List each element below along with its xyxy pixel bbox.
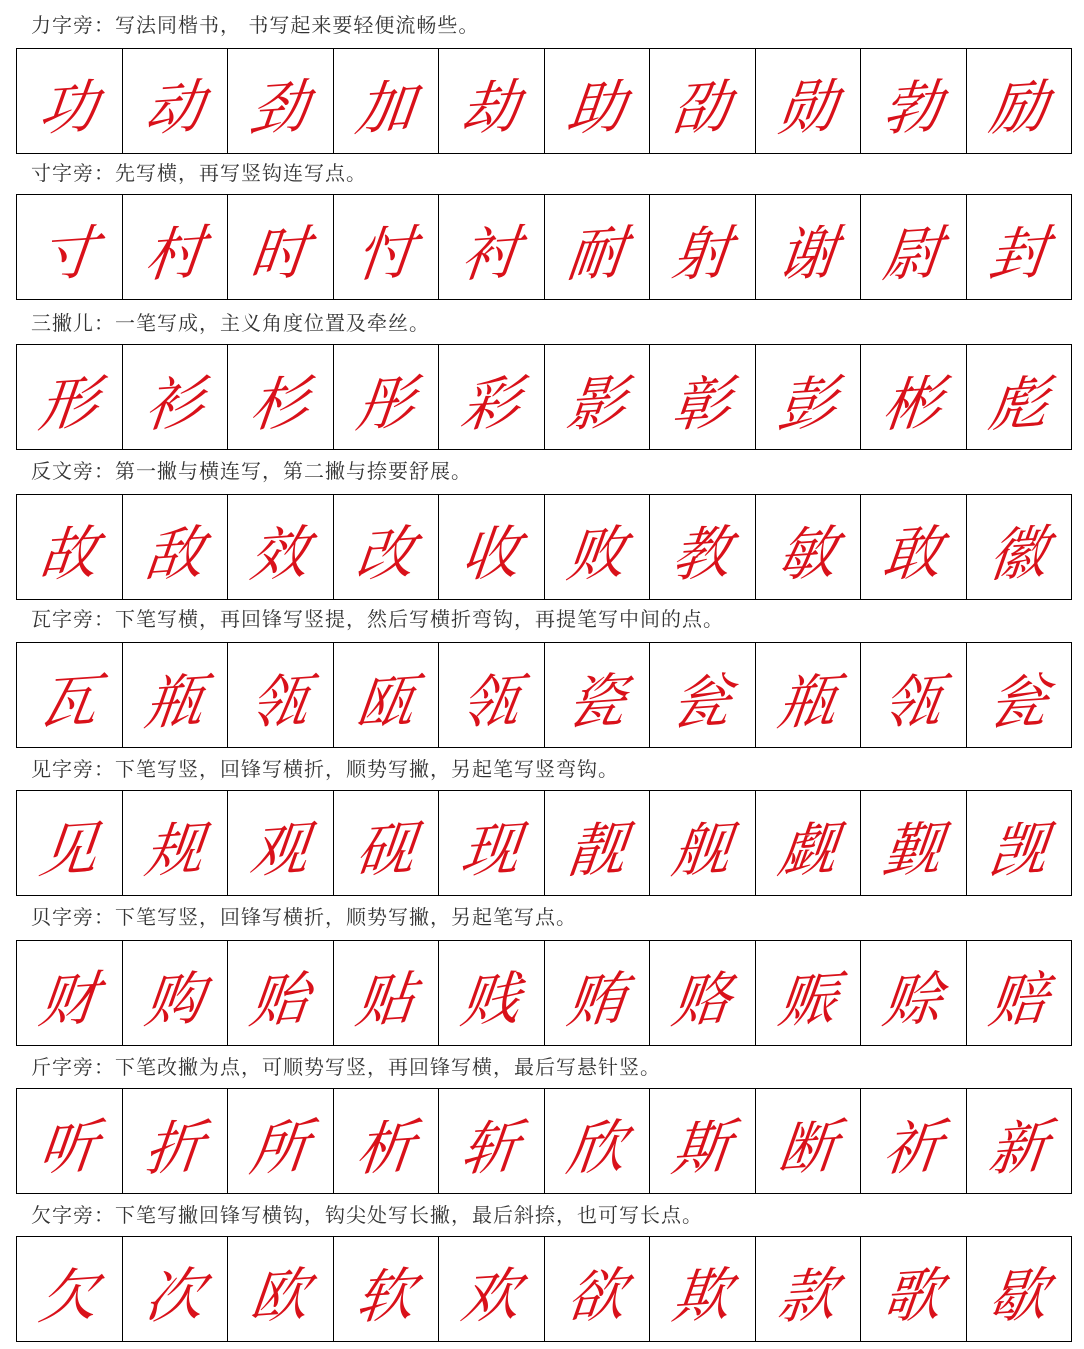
character-cell: [439, 195, 545, 299]
section-caption: 三撇儿：一笔写成，主义角度位置及牵丝。: [31, 311, 430, 335]
character: 斯: [668, 1112, 735, 1184]
character-cell: [861, 495, 967, 599]
character-cell: [545, 941, 651, 1045]
character-cell: [439, 941, 545, 1045]
character-cell: [861, 195, 967, 299]
character-grid: [16, 940, 1072, 1046]
character-cell: [861, 345, 967, 449]
character-cell: [123, 49, 229, 153]
character-cell: [334, 643, 440, 747]
character: 杉: [246, 368, 313, 440]
character-cell: [650, 1237, 756, 1341]
character-cell: [650, 643, 756, 747]
character: 寸: [35, 218, 102, 290]
character-cell: [756, 791, 862, 895]
character: 贴: [352, 964, 419, 1036]
character-cell: [123, 1089, 229, 1193]
character: 改: [352, 518, 419, 590]
character-cell: [439, 345, 545, 449]
character-cell: [334, 1237, 440, 1341]
character: 勃: [879, 72, 946, 144]
character: 村: [141, 218, 208, 290]
character: 觑: [774, 814, 841, 886]
character: 彩: [457, 368, 524, 440]
character: 功: [35, 72, 102, 144]
character-cell: [334, 941, 440, 1045]
character-cell: [439, 1089, 545, 1193]
character: 欲: [563, 1260, 630, 1332]
character-cell: [228, 495, 334, 599]
character: 歌: [879, 1260, 946, 1332]
character-cell: [756, 49, 862, 153]
character: 析: [352, 1112, 419, 1184]
section-caption: 寸字旁：先写横，再写竖钩连写点。: [31, 161, 367, 185]
character: 觐: [879, 814, 946, 886]
character: 时: [246, 218, 313, 290]
character: 砚: [352, 814, 419, 886]
character-cell: [228, 941, 334, 1045]
character: 封: [985, 218, 1052, 290]
character: 效: [246, 518, 313, 590]
character-cell: [439, 495, 545, 599]
character-cell: [756, 195, 862, 299]
character-cell: [967, 941, 1072, 1045]
character-cell: [334, 495, 440, 599]
character: 所: [246, 1112, 313, 1184]
character: 衫: [141, 368, 208, 440]
character: 彰: [668, 368, 735, 440]
character: 瓶: [774, 666, 841, 738]
character: 劲: [246, 72, 313, 144]
character-cell: [334, 49, 440, 153]
character: 教: [668, 518, 735, 590]
section-caption: 见字旁：下笔写竖，回锋写横折，顺势写撇，另起笔写竖弯钩。: [31, 757, 619, 781]
character: 收: [457, 518, 524, 590]
character: 谢: [774, 218, 841, 290]
character-cell: [545, 1089, 651, 1193]
character: 新: [985, 1112, 1052, 1184]
character-cell: [17, 345, 123, 449]
character: 欢: [457, 1260, 524, 1332]
section-caption: 瓦字旁：下笔写横，再回锋写竖提，然后写横折弯钩，再提笔写中间的点。: [31, 607, 724, 631]
character-cell: [545, 195, 651, 299]
character: 斩: [457, 1112, 524, 1184]
character: 瓮: [985, 666, 1052, 738]
character: 祈: [879, 1112, 946, 1184]
character-cell: [756, 345, 862, 449]
character-cell: [756, 495, 862, 599]
character-cell: [967, 495, 1072, 599]
character-cell: [17, 49, 123, 153]
character-cell: [228, 791, 334, 895]
character: 靓: [563, 814, 630, 886]
character: 动: [141, 72, 208, 144]
character-grid: [16, 1236, 1072, 1342]
character-cell: [228, 1089, 334, 1193]
character-cell: [650, 495, 756, 599]
character: 助: [563, 72, 630, 144]
character: 贱: [457, 964, 524, 1036]
character-cell: [228, 345, 334, 449]
character-cell: [17, 643, 123, 747]
character-cell: [650, 195, 756, 299]
character: 败: [563, 518, 630, 590]
character-cell: [439, 1237, 545, 1341]
character: 规: [141, 814, 208, 886]
character: 财: [35, 964, 102, 1036]
character-cell: [123, 195, 229, 299]
character: 勋: [774, 72, 841, 144]
character: 彬: [879, 368, 946, 440]
character-grid: [16, 344, 1072, 450]
character: 贿: [563, 964, 630, 1036]
character-cell: [756, 643, 862, 747]
character: 加: [352, 72, 419, 144]
character-cell: [17, 1089, 123, 1193]
character: 瓯: [352, 666, 419, 738]
character: 敢: [879, 518, 946, 590]
character: 断: [774, 1112, 841, 1184]
character: 衬: [457, 218, 524, 290]
character-cell: [967, 1089, 1072, 1193]
section-caption: 贝字旁：下笔写竖，回锋写横折，顺势写撇，另起笔写点。: [31, 905, 577, 929]
character-grid: [16, 1088, 1072, 1194]
character: 形: [35, 368, 102, 440]
character-grid: [16, 194, 1072, 300]
character-cell: [861, 791, 967, 895]
character-grid: [16, 494, 1072, 600]
character: 故: [35, 518, 102, 590]
character: 瓶: [141, 666, 208, 738]
character-cell: [17, 791, 123, 895]
character-cell: [123, 1237, 229, 1341]
character-cell: [439, 49, 545, 153]
character: 影: [563, 368, 630, 440]
character: 觊: [985, 814, 1052, 886]
character: 次: [141, 1260, 208, 1332]
character-cell: [228, 1237, 334, 1341]
section-caption: 反文旁：第一撇与横连写，第二撇与捺要舒展。: [31, 459, 472, 483]
character-cell: [545, 495, 651, 599]
character-grid: [16, 790, 1072, 896]
character: 瓮: [668, 666, 735, 738]
character-cell: [123, 495, 229, 599]
character-cell: [334, 195, 440, 299]
character-cell: [228, 195, 334, 299]
character-cell: [17, 941, 123, 1045]
character-cell: [861, 49, 967, 153]
character-cell: [967, 1237, 1072, 1341]
character: 瓴: [246, 666, 313, 738]
character-grid: [16, 642, 1072, 748]
character-cell: [545, 791, 651, 895]
character: 欺: [668, 1260, 735, 1332]
character-cell: [228, 49, 334, 153]
character: 徽: [985, 518, 1052, 590]
character-cell: [439, 791, 545, 895]
character-cell: [967, 643, 1072, 747]
section-caption: 斤字旁：下笔改撇为点，可顺势写竖，再回锋写横，最后写悬针竖。: [31, 1055, 661, 1079]
character-cell: [545, 1237, 651, 1341]
character: 见: [35, 814, 102, 886]
character: 敏: [774, 518, 841, 590]
character: 歇: [985, 1260, 1052, 1332]
character-cell: [123, 791, 229, 895]
character-cell: [650, 345, 756, 449]
character: 赊: [879, 964, 946, 1036]
character: 听: [35, 1112, 102, 1184]
character-cell: [123, 941, 229, 1045]
character-cell: [967, 345, 1072, 449]
character-cell: [650, 1089, 756, 1193]
character-cell: [650, 941, 756, 1045]
character-cell: [17, 495, 123, 599]
character-cell: [650, 49, 756, 153]
character-cell: [17, 195, 123, 299]
character: 劭: [668, 72, 735, 144]
character: 瓴: [457, 666, 524, 738]
character-cell: [967, 49, 1072, 153]
character: 瓦: [35, 666, 102, 738]
character-cell: [334, 345, 440, 449]
character: 赔: [985, 964, 1052, 1036]
character-cell: [967, 195, 1072, 299]
character-cell: [123, 345, 229, 449]
character: 观: [246, 814, 313, 886]
character: 欠: [35, 1260, 102, 1332]
character: 瓷: [563, 666, 630, 738]
character: 射: [668, 218, 735, 290]
character: 赈: [774, 964, 841, 1036]
character-cell: [967, 791, 1072, 895]
character: 彤: [352, 368, 419, 440]
character: 励: [985, 72, 1052, 144]
character: 耐: [563, 218, 630, 290]
character: 忖: [352, 218, 419, 290]
character-cell: [650, 791, 756, 895]
character: 软: [352, 1260, 419, 1332]
character: 尉: [879, 218, 946, 290]
character-cell: [545, 49, 651, 153]
character-grid: [16, 48, 1072, 154]
character-cell: [861, 1089, 967, 1193]
character: 贻: [246, 964, 313, 1036]
character-cell: [756, 941, 862, 1045]
character-cell: [756, 1237, 862, 1341]
character: 舰: [668, 814, 735, 886]
character: 款: [774, 1260, 841, 1332]
character: 赂: [668, 964, 735, 1036]
section-caption: 力字旁：写法同楷书， 书写起来要轻便流畅些。: [31, 13, 480, 37]
character: 购: [141, 964, 208, 1036]
character-cell: [334, 791, 440, 895]
character-cell: [861, 643, 967, 747]
section-caption: 欠字旁：下笔写撇回锋写横钩，钩尖处写长撇，最后斜捺，也可写长点。: [31, 1203, 703, 1227]
character: 瓴: [879, 666, 946, 738]
character-cell: [756, 1089, 862, 1193]
character: 欣: [563, 1112, 630, 1184]
character-cell: [545, 643, 651, 747]
character-cell: [123, 643, 229, 747]
character: 劫: [457, 72, 524, 144]
character: 彪: [985, 368, 1052, 440]
character-cell: [439, 643, 545, 747]
character: 欧: [246, 1260, 313, 1332]
character: 彭: [774, 368, 841, 440]
character-cell: [861, 1237, 967, 1341]
character-cell: [17, 1237, 123, 1341]
character: 现: [457, 814, 524, 886]
character-cell: [334, 1089, 440, 1193]
character: 敌: [141, 518, 208, 590]
character-cell: [545, 345, 651, 449]
character-cell: [228, 643, 334, 747]
character-cell: [861, 941, 967, 1045]
character: 折: [141, 1112, 208, 1184]
